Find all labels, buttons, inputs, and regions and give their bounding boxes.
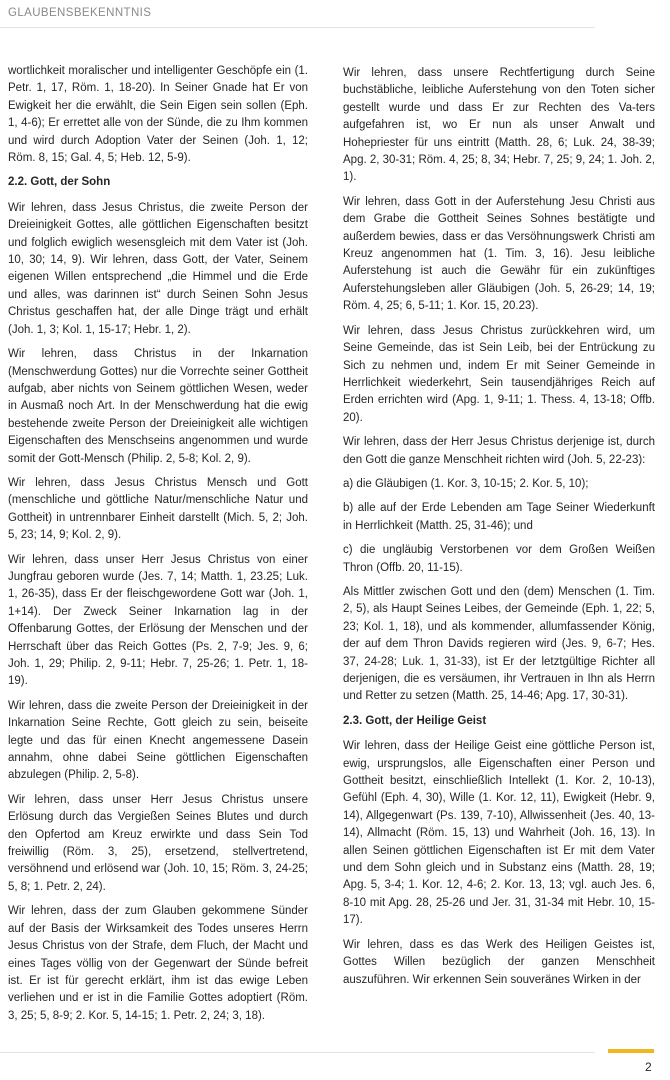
footer-divider [0,1052,595,1053]
paragraph: Wir lehren, dass der Herr Jesus Christus derjenige ist, durch den Gott die ganze Menschheit richten wird (Joh. 5, 22-23): [343,436,655,466]
paragraph: Wir lehren, dass Jesus Christus, die zweite Person der Dreieinigkeit Gottes, alle göttlichen Eigenschaften besitzt und folglich ewiglich wesensgleich mit dem Vater ist (Joh. 10, 30; 14, 9). Wir lehren, dass Gott, der Vater, Seinem eigenen Willen entsprechend „die Himmel und die Erde und alles, was darinnen ist“ durch Seinen Sohn Jesus Christus geschaffen hat, der alle Dinge trägt und erhält (Joh. 1, 3; Kol. 1, 15-17; Hebr. 1, 2). [8,201,308,336]
paragraph: Wir lehren, dass die zweite Person der Dreieinigkeit in der Inkarnation Seine Rechte, Gott gleich zu sein, beiseite legte und das für einen Knecht angemessene Dasein annahm, ohne dabei Seine göttlichen Eigenschaften abzulegen (Philip. 2, 5-8). [8,699,308,782]
paragraph: wortlichkeit moralischer und intelligenter Geschöpfe ein (1. Petr. 1, 17, Röm. 1, 18-20). In Seiner Gnade hat Er von Ewigkeit her die erwählt, die Sein Eigen sein sollen (Eph. 1, 4-6); Er errettet alle von der Sünde, die zu Ihm kommen und wird durch Adoption Vater der Seinen (Joh. 1, 12; Röm. 8, 15; Gal. 4, 5; Heb. 12, 5-9). [8,65,308,165]
paragraph: Wir lehren, dass unser Herr Jesus Christus unsere Erlösung durch das Vergießen Seines Blutes und durch den Opfertod am Kreuz erwirkte und dass Sein Tod freiwillig (Röm. 3, 25), ersetzend, stellvertretend, versöhnend und erlösend war (Joh. 10, 15; Röm. 3, 24-25; 5, 8; 1. Petr. 2, 24). [8,793,308,893]
page-number: 2 [645,1060,652,1074]
section-heading: 2.2. Gott, der Sohn [8,176,111,189]
paragraph: Als Mittler zwischen Gott und den (dem) Menschen (1. Tim. 2, 5), als Haupt Seines Leibes, der Gemeinde (Eph. 1, 22; 5, 23; Kol. 1, 18), und als kommender, allumfassender König, der auf dem Thron Davids regieren wird (Jes. 9, 6-7; Hes. 37, 24-28; Luk. 1, 31-33), ist Er der letztgültige Richter all derjenigen, die es versäumen, ihr Vertrauen in Ihn als Herrn und Retter zu setzen (Matth. 25, 14-46; Apg. 17, 30-31). [343,585,655,703]
running-header: GLAUBENSBEKENNTNIS [8,7,152,19]
list-item: c) die ungläubig Verstorbenen vor dem Großen Weißen Thron (Offb. 20, 11-15). [343,544,655,574]
header-divider [0,27,595,28]
section-heading: 2.3. Gott, der Heilige Geist [343,714,487,727]
left-column [8,63,308,1032]
paragraph: Wir lehren, dass Christus in der Inkarnation (Menschwerdung Gottes) nur die Vorrechte seiner Gottheit aufgab, aber nichts von Seinem göttlichen Wesen, weder in Ausmaß noch Art. In der Menschwerdung hat die ewig bestehende zweite Person der Dreieinigkeit alle wichtigen Eigenschaften des Menschseins angenommen und wurde somit der Gott-Mensch (Philip. 2, 5-8; Kol. 2, 9). [8,348,308,465]
paragraph: Wir lehren, dass Gott in der Auferstehung Jesu Christi aus dem Grabe die Gottheit Seines Sohnes bestätigte und außerdem bewies, dass er das Versöhnungswerk Christi am Kreuz angenommen hat (1. Tim. 3, 16). Jesu leibliche Auferstehung ist auch die Gewähr für ein zukünftiges Auferstehungsleben aller Gläubigen (Joh. 5, 26-29; 14, 19; Röm. 4, 25; 6, 5-11; 1. Kor. 15, 20.23). [343,195,655,313]
paragraph: Wir lehren, dass unsere Rechtfertigung durch Seine buchstäbliche, leibliche Auferstehung von den Toten sicher gestellt wurde und dass Er zur Rechten des Va-ters aufgefahren ist, wo Er nun als unser Anwalt und Hohepriester für uns eintritt (Matth. 28, 6; Luk. 24, 38-39; Apg. 2, 30-31; Röm. 4, 25; 8, 34; Hebr. 7, 25; 9, 24; 1. Joh. 2, 1). [343,67,655,184]
paragraph: Wir lehren, dass der zum Glauben gekommene Sünder auf der Basis der Wirksamkeit des Todes unseres Herrn Jesus Christus von der Strafe, dem Fluch, der Macht und eines Tages völlig von der Gegenwart der Sünde befreit ist. Er ist für gerecht erklärt, ihm ist das ewige Leben verliehen und er ist in die Familie Gottes adoptiert (Röm. 3, 25; 5, 8-9; 2. Kor. 5, 14-15; 1. Petr. 2, 24; 3, 18). [8,905,308,1022]
right-column [343,65,655,996]
paragraph: Wir lehren, dass der Heilige Geist eine göttliche Person ist, ewig, ursprungslos, alle Eigenschaften einer Person und Gottheit besitzt, einschließlich Intellekt (1. Kor. 2, 10-13), Gefühl (Eph. 4, 30), Wille (1. Kor. 12, 11), Ewigkeit (Hebr. 9, 14), Allgegenwart (Ps. 139, 7-10), Allwissenheit (Jes. 40, 13-14), Allmacht (Röm. 15, 13) und Wahrheit (Joh. 16, 13). In allen Seinen göttlichen Eigenschaften ist Er mit dem Vater und dem Sohn gleich und in Substanz eins (Matth. 28, 19; Apg. 5, 3-4; 1. Kor. 12, 4-6; 2. Kor. 13, 13; vgl. auch Jes. 6, 8-10 mit Apg. 28, 25-26 und Jer. 31, 31-34 mit Hebr. 10, 15-17). [343,740,655,927]
list-item: b) alle auf der Erde Lebenden am Tage Seiner Wiederkunft in Herrlichkeit (Matth. 25, 31-46); und [343,502,655,532]
paragraph: Wir lehren, dass es das Werk des Heiligen Geistes ist, Gottes Willen bezüglich der ganzen Menschheit auszuführen. Wir erkennen Sein souveränes Wirken in der [343,938,655,986]
footer-accent-bar [608,1049,654,1053]
paragraph: Wir lehren, dass unser Herr Jesus Christus von einer Jungfrau geboren wurde (Jes. 7, 14; Matth. 1, 23.25; Luk. 1, 26-35), dass Er der fleischgewordene Gott war (Joh. 1, 1+14). Der Zweck Seiner Inkarnation lag in der Offenbarung Gottes, der Erlösung der Menschen und der Herrschaft über das Reich Gottes (Ps. 2, 7-9; Jes. 9, 6; Joh. 1, 29; Philip. 2, 9-11; Hebr. 7, 25-26; 1. Petr. 1, 18-19). [8,553,308,688]
paragraph: Wir lehren, dass Jesus Christus Mensch und Gott (menschliche und göttliche Natur/menschliche Natur und Gottheit) in untrennbarer Einheit darstellt (Mich. 5, 2; Joh. 5, 23; 14, 9; Kol. 2, 9). [8,476,308,542]
paragraph: Wir lehren, dass Jesus Christus zurückkehren wird, um Seine Gemeinde, das ist Sein Leib, bei der Entrückung zu Sich zu nehmen und, indem Er mit Seiner Gemeinde in Herrlichkeit wiederkehrt, Sein tausendjähriges Reich auf Erden errichten wird (Apg. 1, 9-11; 1. Thess. 4, 13-18; Offb. 20). [343,324,655,424]
list-item: a) die Gläubigen (1. Kor. 3, 10-15; 2. Kor. 5, 10); [343,477,589,490]
